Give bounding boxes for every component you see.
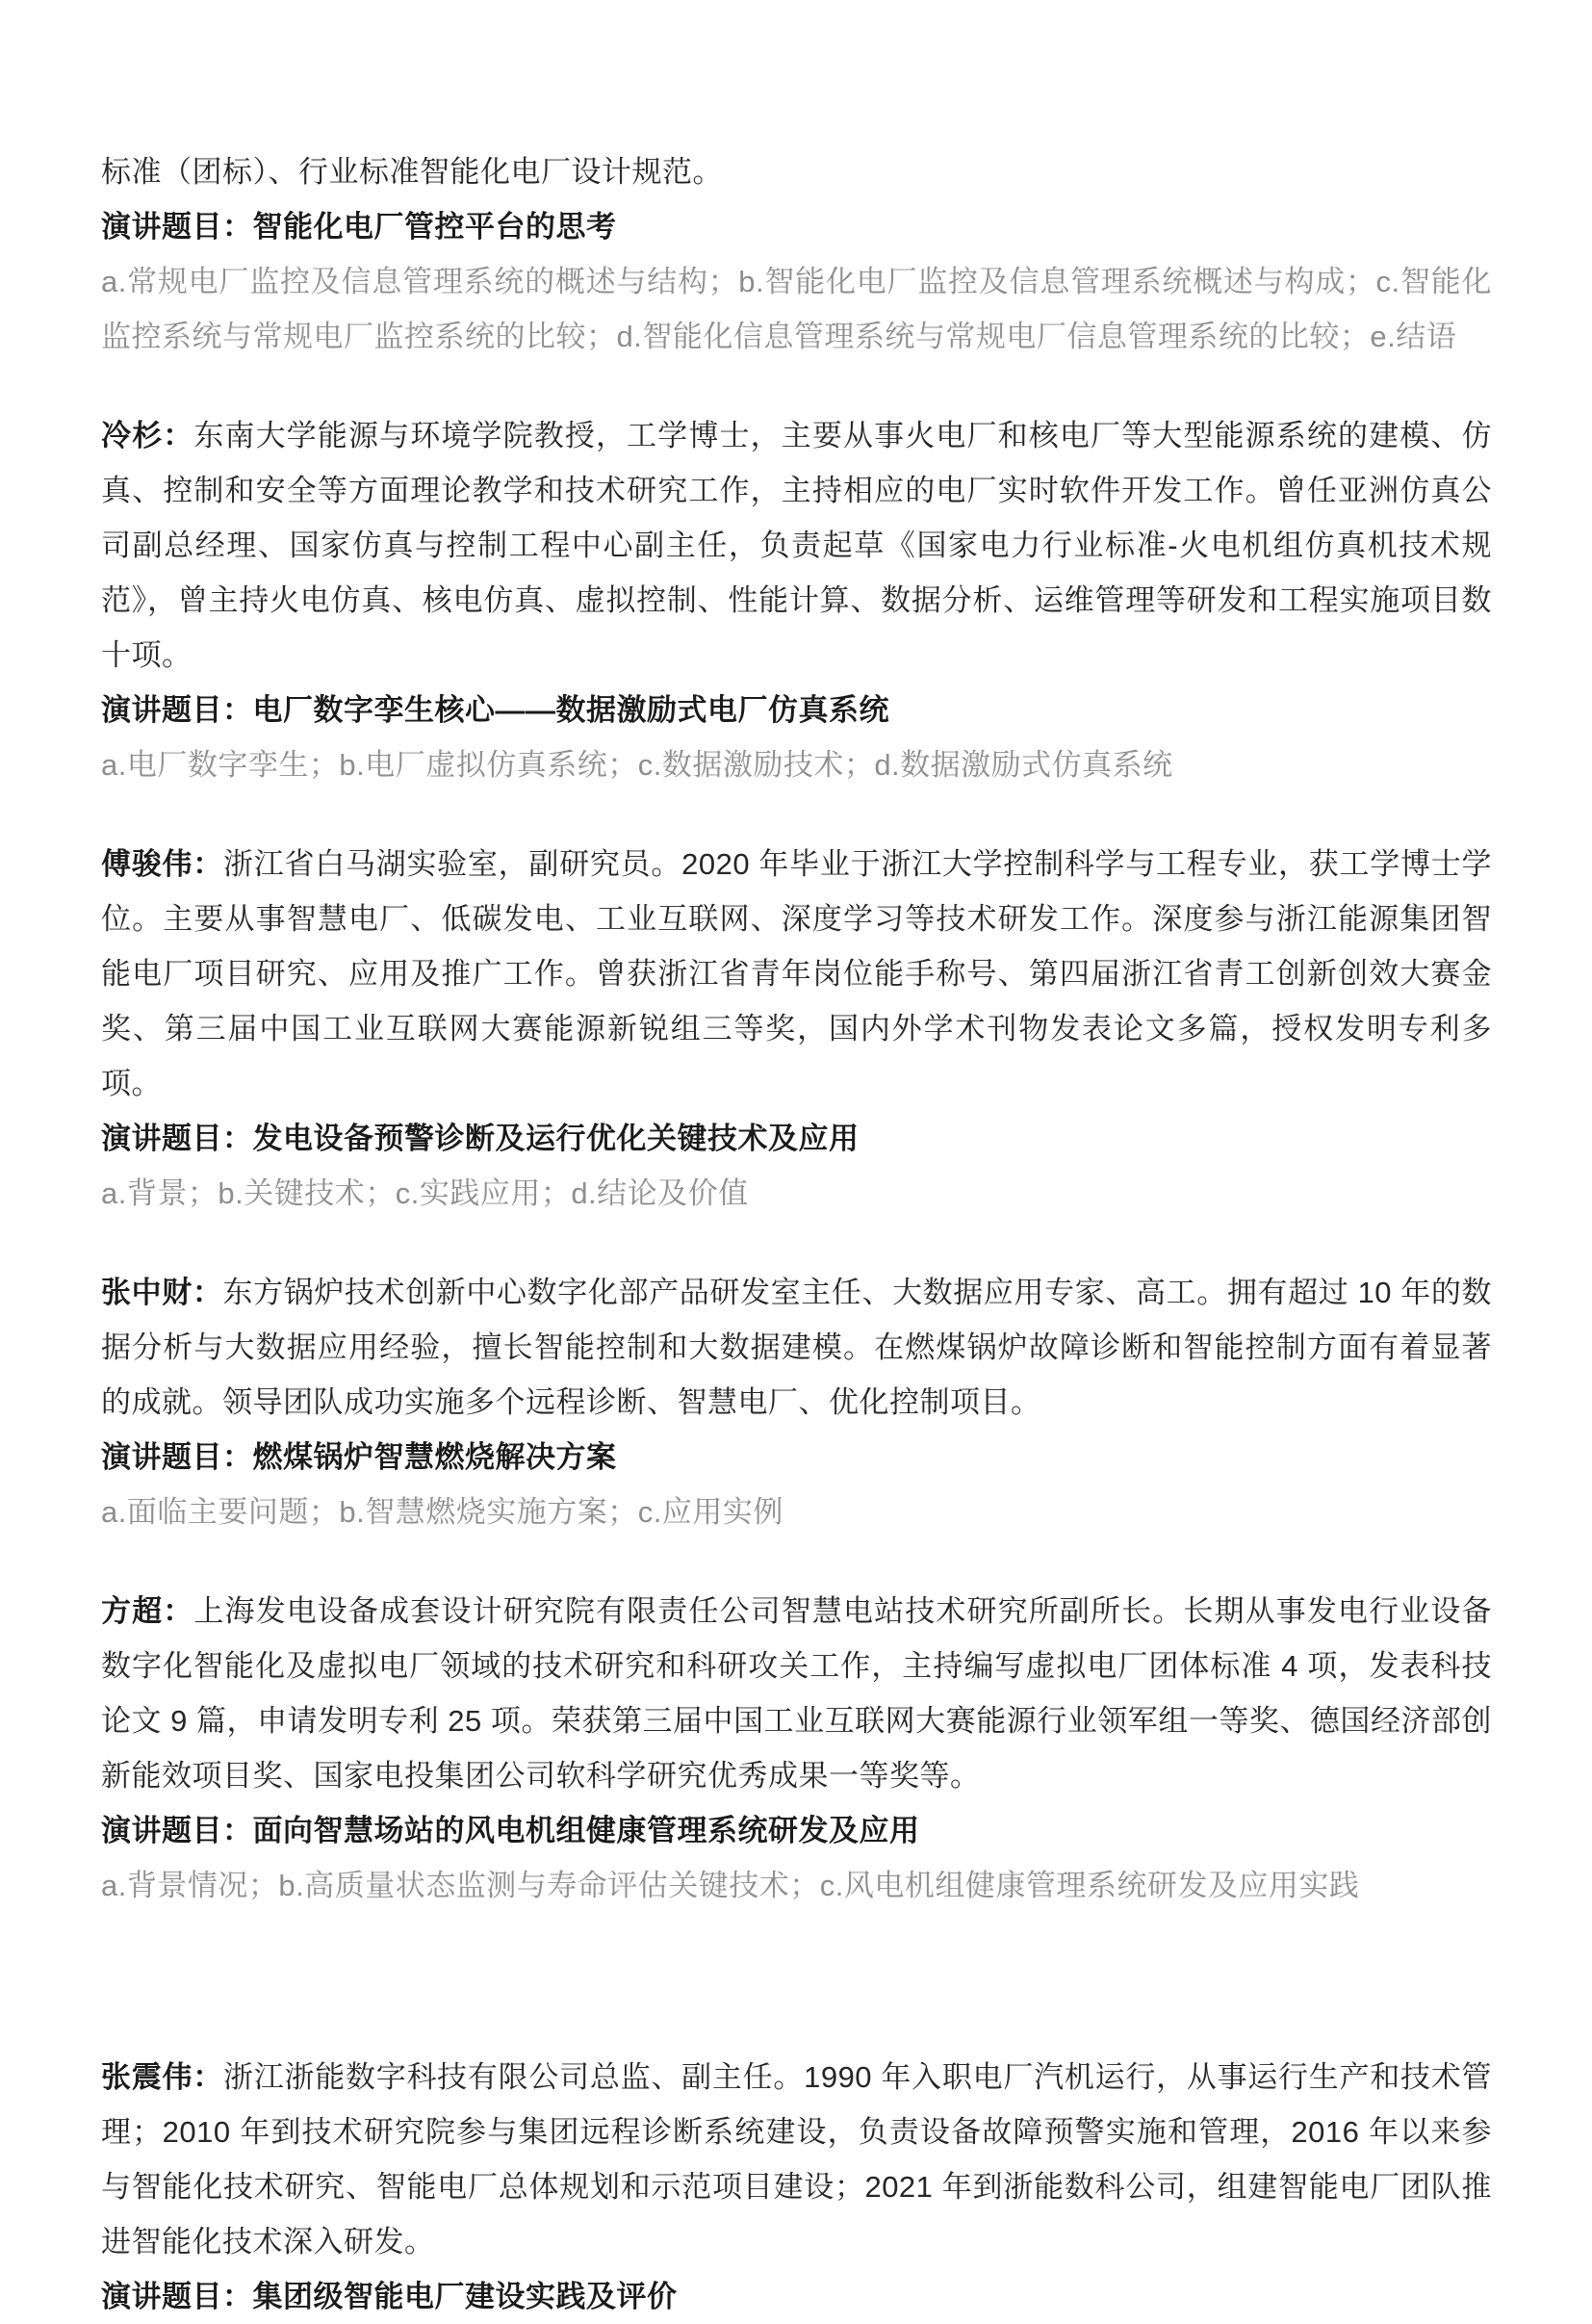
speaker-agenda: a.电厂数字孪生；b.电厂虚拟仿真系统；c.数据激励技术；d.数据激励式仿真系统 [101, 748, 1173, 782]
speaker-agenda: a.面临主要问题；b.智慧燃烧实施方案；c.应用实例 [101, 1495, 783, 1529]
speaker-section [101, 408, 1492, 792]
speaker-bio-text: 东方锅炉技术创新中心数字化部产品研发室主任、大数据应用专家、高工。拥有超过 10 年的数据分析与大数据应用经验，擅长智能控制和大数据建模。在燃煤锅炉故障诊断和智能控制方面有着显著的成就。领导团队成功实施多个远程诊断、智慧电厂、优化控制项目。 [101, 1276, 1493, 1419]
speaker-bio [101, 1265, 1492, 1430]
intro-topic-title: 演讲题目：智能化电厂管控平台的思考 [101, 210, 617, 244]
speaker-bio-text: 浙江省白马湖实验室，副研究员。2020 年毕业于浙江大学控制科学与工程专业，获工学博士学位。主要从事智慧电厂、低碳发电、工业互联网、深度学习等技术研发工作。深度参与浙江能源集团智能电厂项目研究、应用及推广工作。曾获浙江省青年岗位能手称号、第四届浙江省青工创新创效大赛金奖、第三届中国工业互联网大赛能源新锐组三等奖，国内外学术刊物发表论文多篇，授权发明专利多项。 [101, 847, 1493, 1100]
speaker-agenda: a.背景情况；b.高质量状态监测与寿命评估关键技术；c.风电机组健康管理系统研发及应用实践 [101, 1869, 1360, 1902]
speaker-bio-text: 东南大学能源与环境学院教授，工学博士，主要从事火电厂和核电厂等大型能源系统的建模、仿真、控制和安全等方面理论教学和技术研究工作，主持相应的电厂实时软件开发工作。曾任亚洲仿真公司副总经理、国家仿真与控制工程中心副主任，负责起草《国家电力行业标准-火电机组仿真机技术规范》，曾主持火电仿真、核电仿真、虚拟控制、性能计算、数据分析、运维管理等研发和工程实施项目数十项。 [101, 419, 1492, 672]
speaker-bio [101, 837, 1492, 1111]
speaker-topic-title: 演讲题目：电厂数字孪生核心——数据激励式电厂仿真系统 [101, 693, 889, 727]
speaker-topic-title: 演讲题目：面向智慧场站的风电机组健康管理系统研发及应用 [101, 1814, 920, 1847]
speaker-bio [101, 2050, 1492, 2269]
speaker-bio [101, 1584, 1492, 1803]
speaker-name: 傅骏伟： [101, 847, 223, 881]
speaker-topic-title: 演讲题目：集团级智能电厂建设实践及评价 [101, 2280, 678, 2313]
speaker-section [101, 837, 1492, 1221]
speaker-agenda: a.背景；b.关键技术；c.实践应用；d.结论及价值 [101, 1176, 749, 1210]
speaker-name: 方超： [101, 1594, 194, 1628]
speaker-name: 张中财： [101, 1276, 223, 1309]
speaker-bio-text: 浙江浙能数字科技有限公司总监、副主任。1990 年入职电厂汽机运行，从事运行生产和技术管理；2010 年到技术研究院参与集团远程诊断系统建设，负责设备故障预警实施和管理，2016 年以来参与智能化技术研究、智能电厂总体规划和示范项目建设；2021 年到浙能数科公司，组建智能电厂团队推进智能化技术深入研发。 [101, 2060, 1493, 2259]
speaker-section [101, 2050, 1492, 2324]
speaker-name: 冷杉： [101, 419, 194, 452]
speaker-topic-title: 演讲题目：燃煤锅炉智慧燃烧解决方案 [101, 1440, 617, 1474]
continuation-text: 标准（团标）、行业标准智能化电厂设计规范。 [101, 155, 723, 189]
speaker-section [101, 1265, 1492, 1539]
speaker-section [101, 1584, 1492, 1913]
speaker-topic-title: 演讲题目：发电设备预警诊断及运行优化关键技术及应用 [101, 1122, 860, 1155]
intro-agenda: a.常规电厂监控及信息管理系统的概述与结构；b.智能化电厂监控及信息管理系统概述与构成；c.智能化监控系统与常规电厂监控系统的比较；d.智能化信息管理系统与常规电厂信息管理系统的比较；e.结语 [101, 265, 1492, 353]
speaker-bio-text: 上海发电设备成套设计研究院有限责任公司智慧电站技术研究所副所长。长期从事发电行业设备数字化智能化及虚拟电厂领域的技术研究和科研攻关工作，主持编写虚拟电厂团体标准 4 项，发表科技论文 9 篇，申请发明专利 25 项。荣获第三届中国工业互联网大赛能源行业领军组一等奖、德国经济部创新能效项目奖、国家电投集团公司软科学研究优秀成果一等奖等。 [101, 1594, 1492, 1793]
speaker-bio [101, 408, 1492, 683]
speaker-name: 张震伟： [101, 2060, 223, 2094]
